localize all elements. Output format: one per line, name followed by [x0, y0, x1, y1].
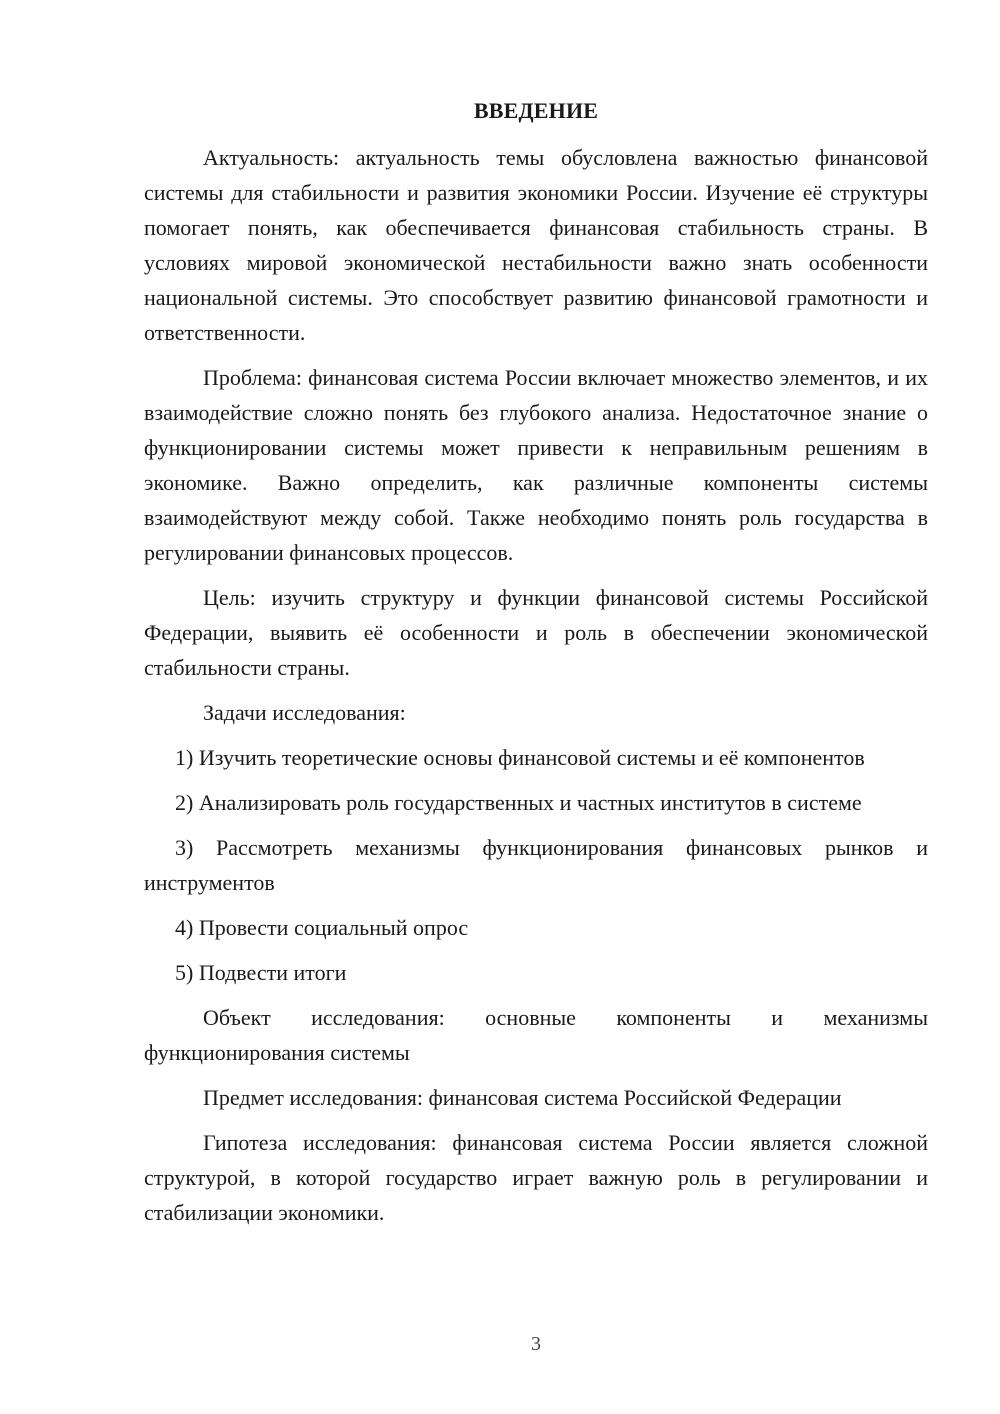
task-item-1: 1) Изучить теоретические основы финансовой системы и её компонентов	[175, 745, 865, 770]
document-page	[144, 96, 928, 1230]
paragraph-object: Объект исследования: основные компоненты и механизмы функционирования системы	[144, 1005, 928, 1065]
task-item-4: 4) Провести социальный опрос	[175, 915, 469, 940]
paragraph-hypothesis: Гипотеза исследования: финансовая система России является сложной структурой, в которой государство играет важную роль в регулировании и стабилизации экономики.	[144, 1130, 928, 1225]
task-item-2: 2) Анализировать роль государственных и частных институтов в системе	[175, 790, 862, 815]
paragraph-problem: Проблема: финансовая система России включает множество элементов, и их взаимодействие сложно понять без глубокого анализа. Недостаточное знание о функционировании системы может привести к неправильным решениям в экономике. Важно определить, как различные компоненты системы взаимодействуют между собой. Также необходимо понять роль государства в регулировании финансовых процессов.	[144, 365, 928, 565]
page-title: ВВЕДЕНИЕ	[473, 98, 599, 123]
paragraph-goal: Цель: изучить структуру и функции финансовой системы Российской Федерации, выявить её особенности и роль в обеспечении экономической стабильности страны.	[144, 585, 928, 680]
task-item-3: 3) Рассмотреть механизмы функционирования финансовых рынков и инструментов	[144, 835, 928, 895]
tasks-heading: Задачи исследования:	[203, 700, 406, 725]
paragraph-relevance: Актуальность: актуальность темы обусловлена важностью финансовой системы для стабильности и развития экономики России. Изучение её структуры помогает понять, как обеспечивается финансовая стабильность страны. В условиях мировой экономической нестабильности важно знать особенности национальной системы. Это способствует развитию финансовой грамотности и ответственности.	[144, 145, 928, 345]
task-item-5: 5) Подвести итоги	[175, 960, 347, 985]
page-number: 3	[531, 1333, 541, 1355]
paragraph-subject: Предмет исследования: финансовая система Российской Федерации	[203, 1085, 842, 1110]
